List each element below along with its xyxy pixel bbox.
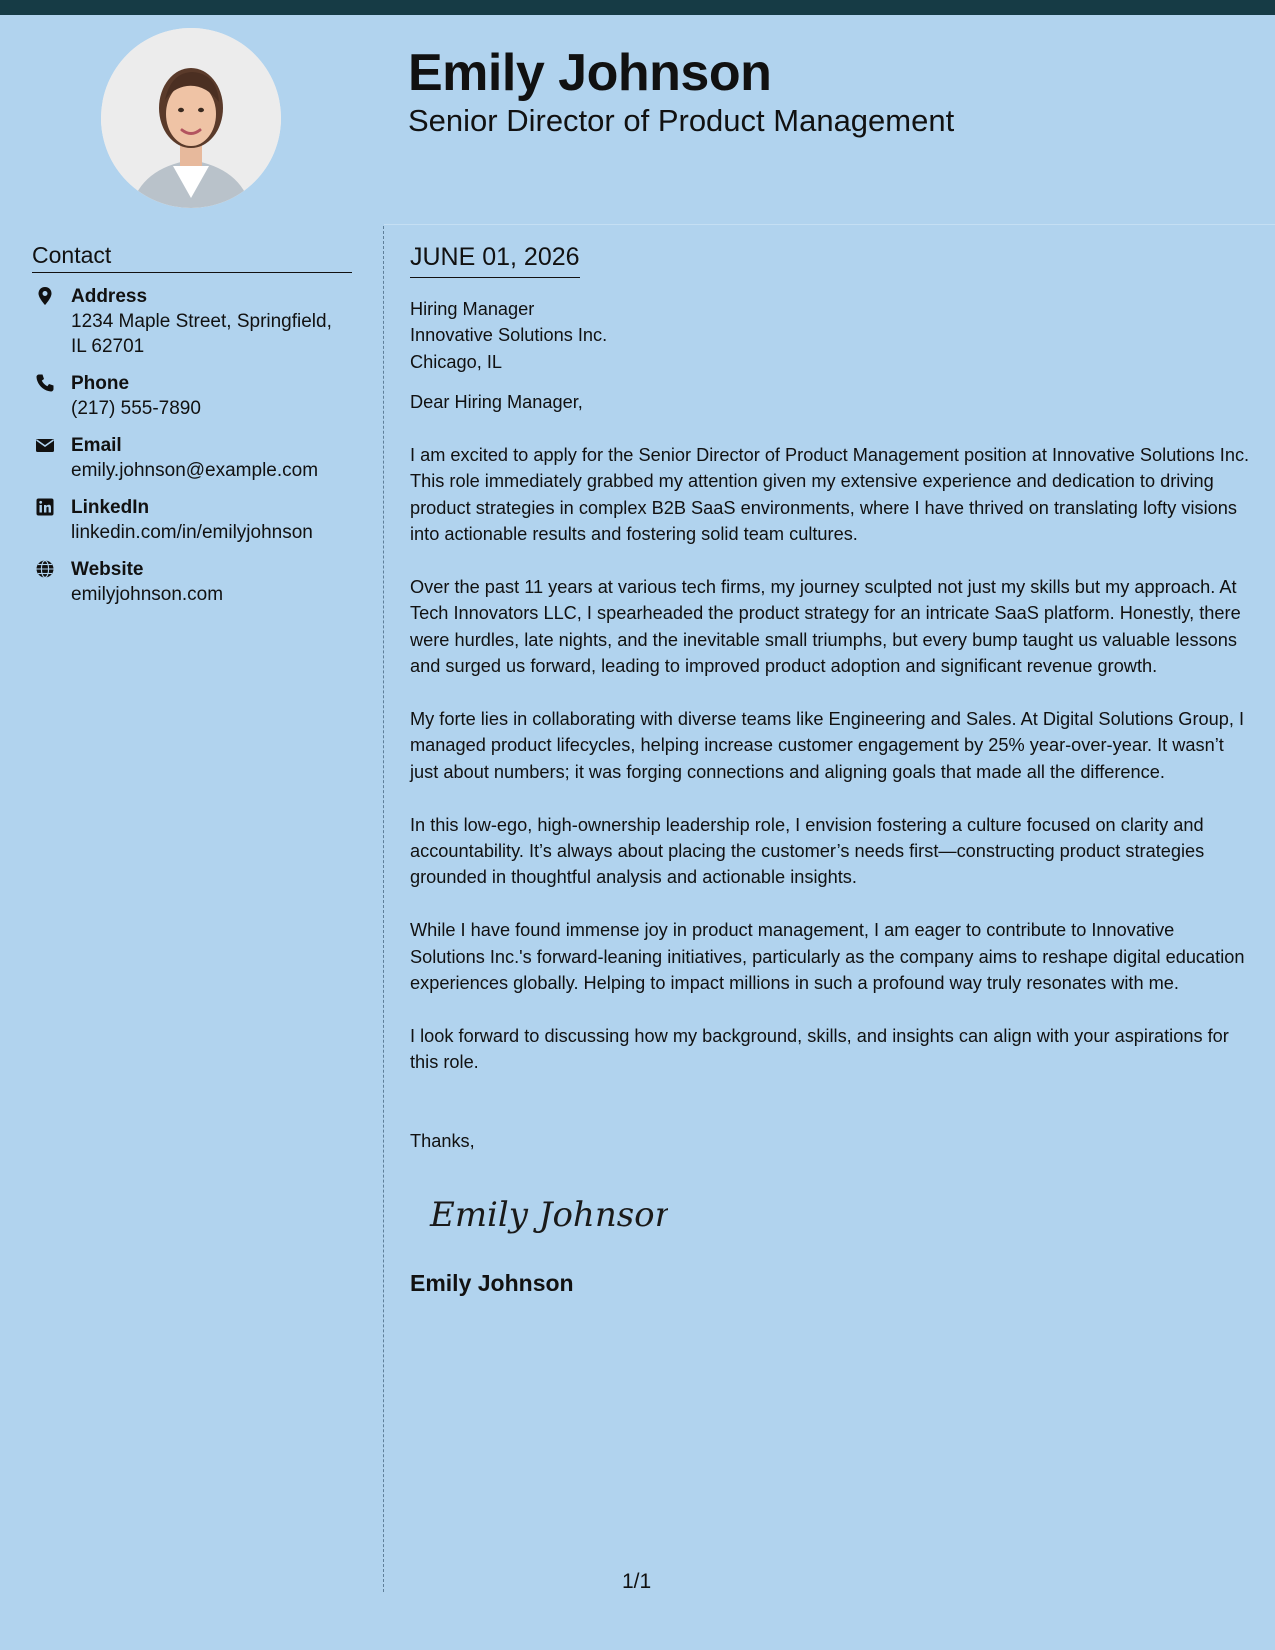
- handwritten-signature: [428, 1184, 668, 1244]
- top-accent-bar: [0, 0, 1275, 15]
- page-number: 1/1: [622, 1570, 652, 1593]
- contact-linkedin: [32, 496, 352, 545]
- contact-email: [32, 434, 352, 483]
- recipient-line: Chicago, IL: [410, 351, 503, 372]
- column-divider: [383, 226, 384, 1592]
- contact-label: Phone: [71, 373, 130, 394]
- contact-value: (217) 555-7890: [71, 398, 201, 419]
- linkedin-icon: [35, 497, 55, 517]
- recipient-line: Innovative Solutions Inc.: [410, 325, 608, 346]
- globe-icon: [35, 559, 55, 579]
- contact-value: 1234 Maple Street, Springfield, IL 62701: [71, 311, 332, 357]
- envelope-icon: [35, 435, 55, 455]
- header-divider: [384, 224, 1275, 225]
- letter-date: JUNE 01, 2026: [410, 240, 580, 278]
- letter-paragraph: While I have found immense joy in product management, I am eager to contribute to Innovative Solutions Inc.'s forward-leaning initiatives, particularly as the company aims to reshape digital education experiences globally. Helping to impact millions in such a profound way truly resonates with me.: [410, 920, 1245, 994]
- salutation: Dear Hiring Manager,: [410, 392, 583, 413]
- contact-label: LinkedIn: [71, 497, 150, 518]
- letter-paragraph: I am excited to apply for the Senior Director of Product Management position at Innovative Solutions Inc. This role immediately grabbed my attention given my extensive experience and dedication to driving product strategies in complex B2B SaaS environments, where I have thrived on translating lofty visions into actionable results and fostering solid team cultures.: [410, 445, 1250, 545]
- letter-paragraph: Over the past 11 years at various tech firms, my journey sculpted not just my skills but my approach. At Tech Innovators LLC, I spearheaded the product strategy for an intricate SaaS platform. Honestly, there were hurdles, late nights, and the inevitable small triumphs, but every bump taught us valuable lessons and surged us forward, leading to improved product adoption and significant revenue growth.: [410, 577, 1241, 677]
- letter-paragraph: In this low-ego, high-ownership leadership role, I envision fostering a culture focused on clarity and accountability. It’s always about placing the customer’s needs first—constructing product strategies grounded in thoughtful analysis and actionable insights.: [410, 814, 1205, 888]
- recipient-line: Hiring Manager: [410, 299, 535, 319]
- contact-value[interactable]: emily.johnson@example.com: [71, 460, 319, 481]
- candidate-headline: Senior Director of Product Management: [408, 103, 955, 138]
- profile-photo: [101, 28, 281, 208]
- closing: Thanks,: [410, 1130, 475, 1151]
- recipient-block: [410, 296, 1250, 375]
- contact-label: Email: [71, 435, 122, 456]
- svg-text:Emily Johnson: Emily Johnson: [430, 1195, 668, 1236]
- contact-label: Address: [71, 286, 148, 307]
- sidebar: [32, 240, 352, 620]
- contact-value[interactable]: linkedin.com/in/emilyjohnson: [71, 522, 313, 543]
- candidate-name: Emily Johnson: [408, 44, 772, 102]
- letter-body: [410, 240, 1250, 1298]
- contact-value[interactable]: emilyjohnson.com: [71, 584, 224, 605]
- map-pin-icon: [35, 286, 55, 306]
- contact-address: [32, 285, 352, 359]
- contact-website: [32, 558, 352, 607]
- signer-name: Emily Johnson: [410, 1269, 574, 1296]
- contact-label: Website: [71, 559, 144, 580]
- contact-phone: [32, 372, 352, 421]
- contact-section-title: Contact: [32, 240, 352, 273]
- letter-paragraph: I look forward to discussing how my background, skills, and insights can align with your aspirations for this role.: [410, 1025, 1229, 1073]
- phone-icon: [35, 373, 55, 393]
- letter-paragraph: My forte lies in collaborating with diverse teams like Engineering and Sales. At Digital Solutions Group, I managed product lifecycles, helping increase customer engagement by 25% year-over-year. It wasn’t just about numbers; it was forging connections and aligning goals that made all the difference.: [410, 709, 1245, 782]
